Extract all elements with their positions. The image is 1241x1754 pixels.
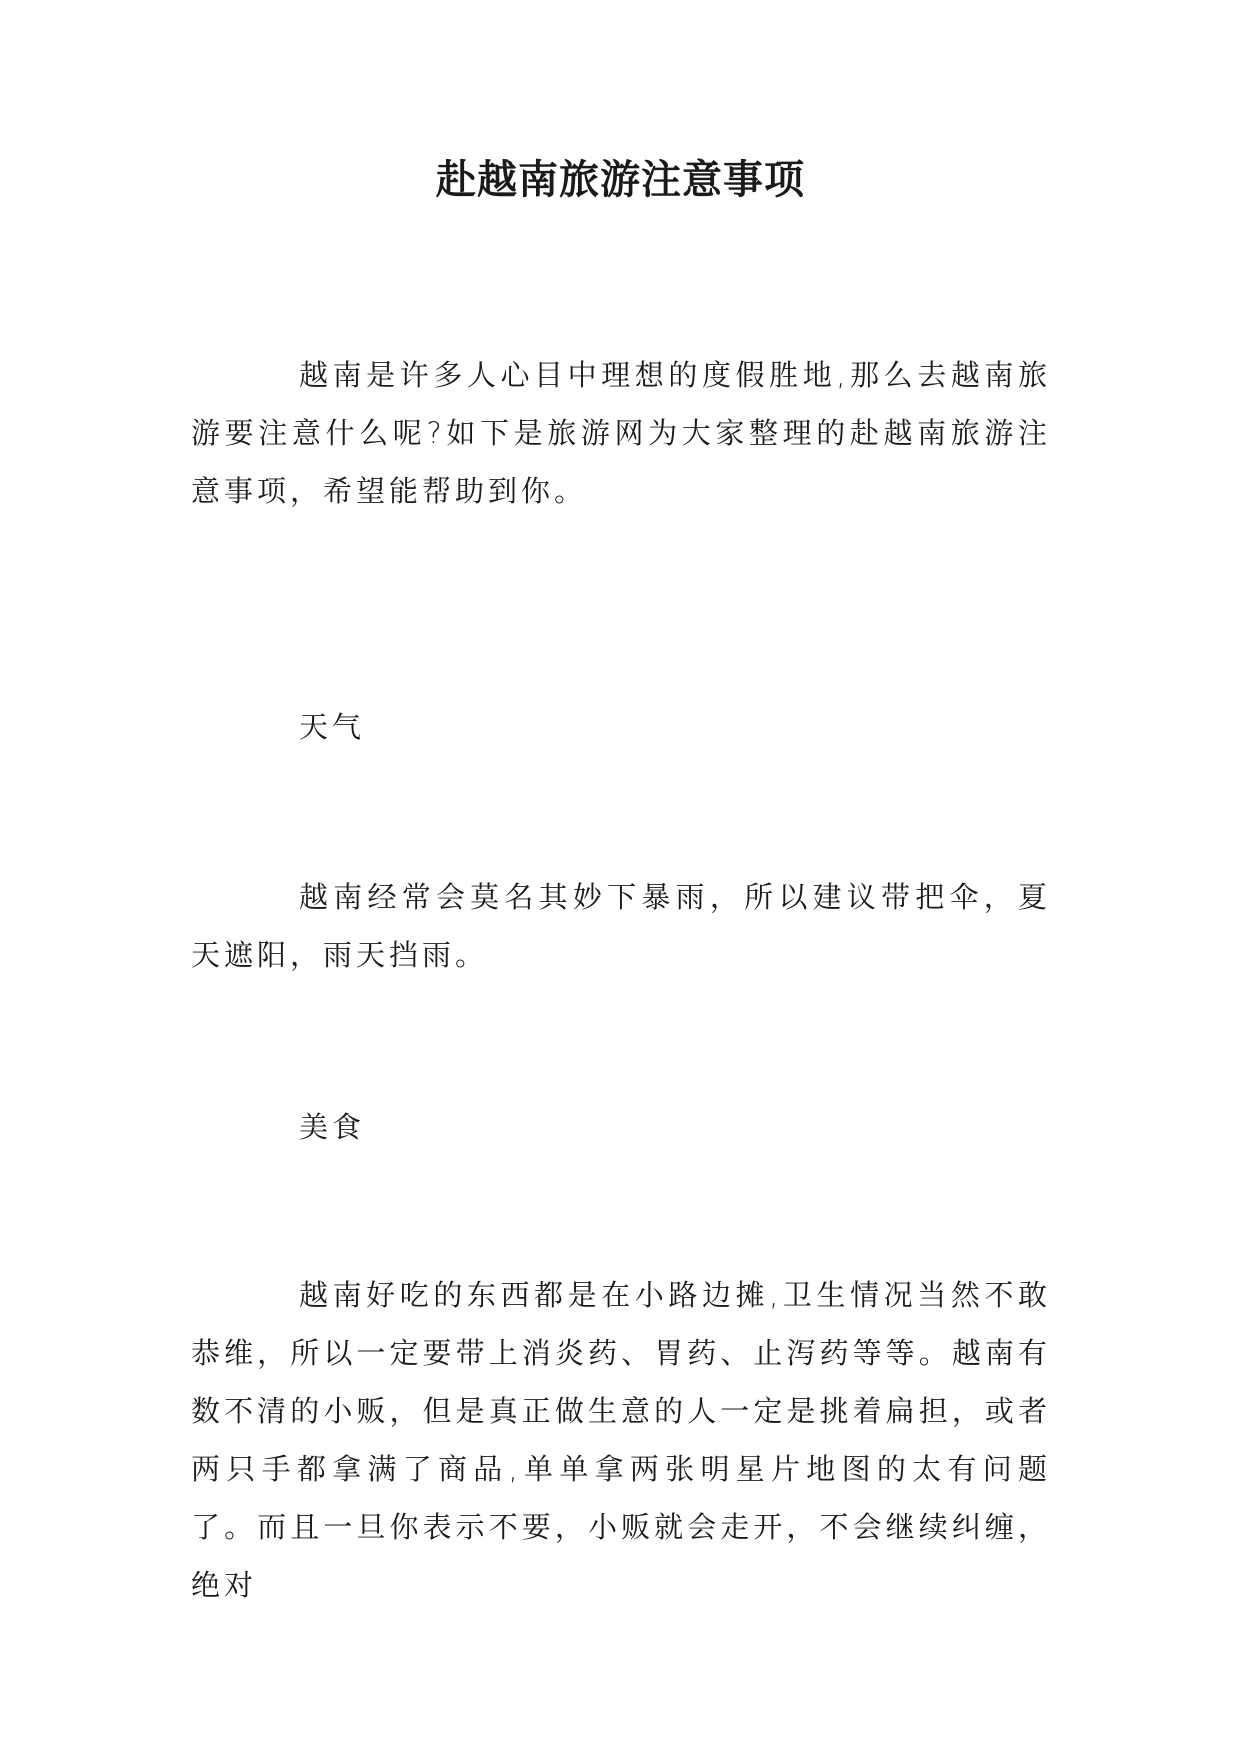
section-heading-food: 美食	[299, 1110, 366, 1144]
section-paragraph-weather: 越南经常会莫名其妙下暴雨，所以建议带把伞，夏天遮阳，雨天挡雨。	[191, 880, 1051, 972]
intro-paragraph: 越南是许多人心目中理想的度假胜地,那么去越南旅游要注意什么呢?如下是旅游网为大家整理的赴越南旅游注意事项，希望能帮助到你。	[191, 358, 1051, 508]
section-paragraph-food: 越南好吃的东西都是在小路边摊,卫生情况当然不敢恭维，所以一定要带上消炎药、胃药、止泻药等等。越南有数不清的小贩，但是真正做生意的人一定是挑着扁担，或者两只手都拿满了商品,单单拿两张明星片地图的太有问题了。而且一旦你表示不要，小贩就会走开，不会继续纠缠，绝对	[191, 1278, 1051, 1602]
section-heading-weather: 天气	[299, 710, 366, 744]
document-title: 赴越南旅游注意事项	[436, 156, 805, 203]
